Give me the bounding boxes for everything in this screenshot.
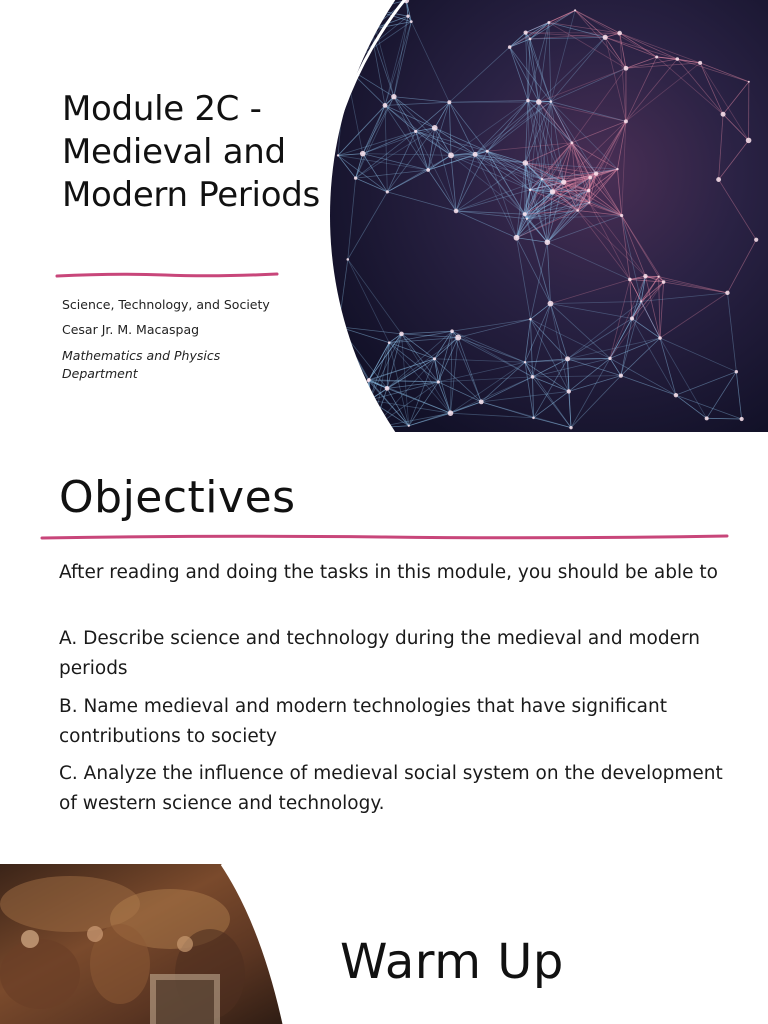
medieval-painting-image bbox=[0, 864, 300, 1024]
course-name: Science, Technology, and Society bbox=[62, 297, 270, 312]
department-name: Mathematics and Physics Department bbox=[62, 348, 221, 381]
objective-item: C. Analyze the influence of medieval social system on the development of western science and technology. bbox=[59, 763, 723, 814]
module-title: Module 2C - Medieval and Modern Periods bbox=[62, 89, 320, 215]
title-underline bbox=[55, 271, 280, 279]
objectives-underline bbox=[40, 533, 730, 541]
objective-item: A. Describe science and technology during the medieval and modern periods bbox=[59, 628, 700, 679]
title-slide bbox=[0, 0, 768, 432]
objective-item: B. Name medieval and modern technologies that have significant contributions to society bbox=[59, 696, 667, 747]
objectives-heading: Objectives bbox=[59, 472, 296, 523]
objectives-slide bbox=[0, 432, 768, 864]
objectives-intro: After reading and doing the tasks in this module, you should be able to bbox=[59, 562, 718, 583]
warm-up-heading: Warm Up bbox=[340, 934, 564, 990]
warm-up-slide bbox=[0, 864, 768, 1024]
author-name: Cesar Jr. M. Macaspag bbox=[62, 322, 200, 337]
